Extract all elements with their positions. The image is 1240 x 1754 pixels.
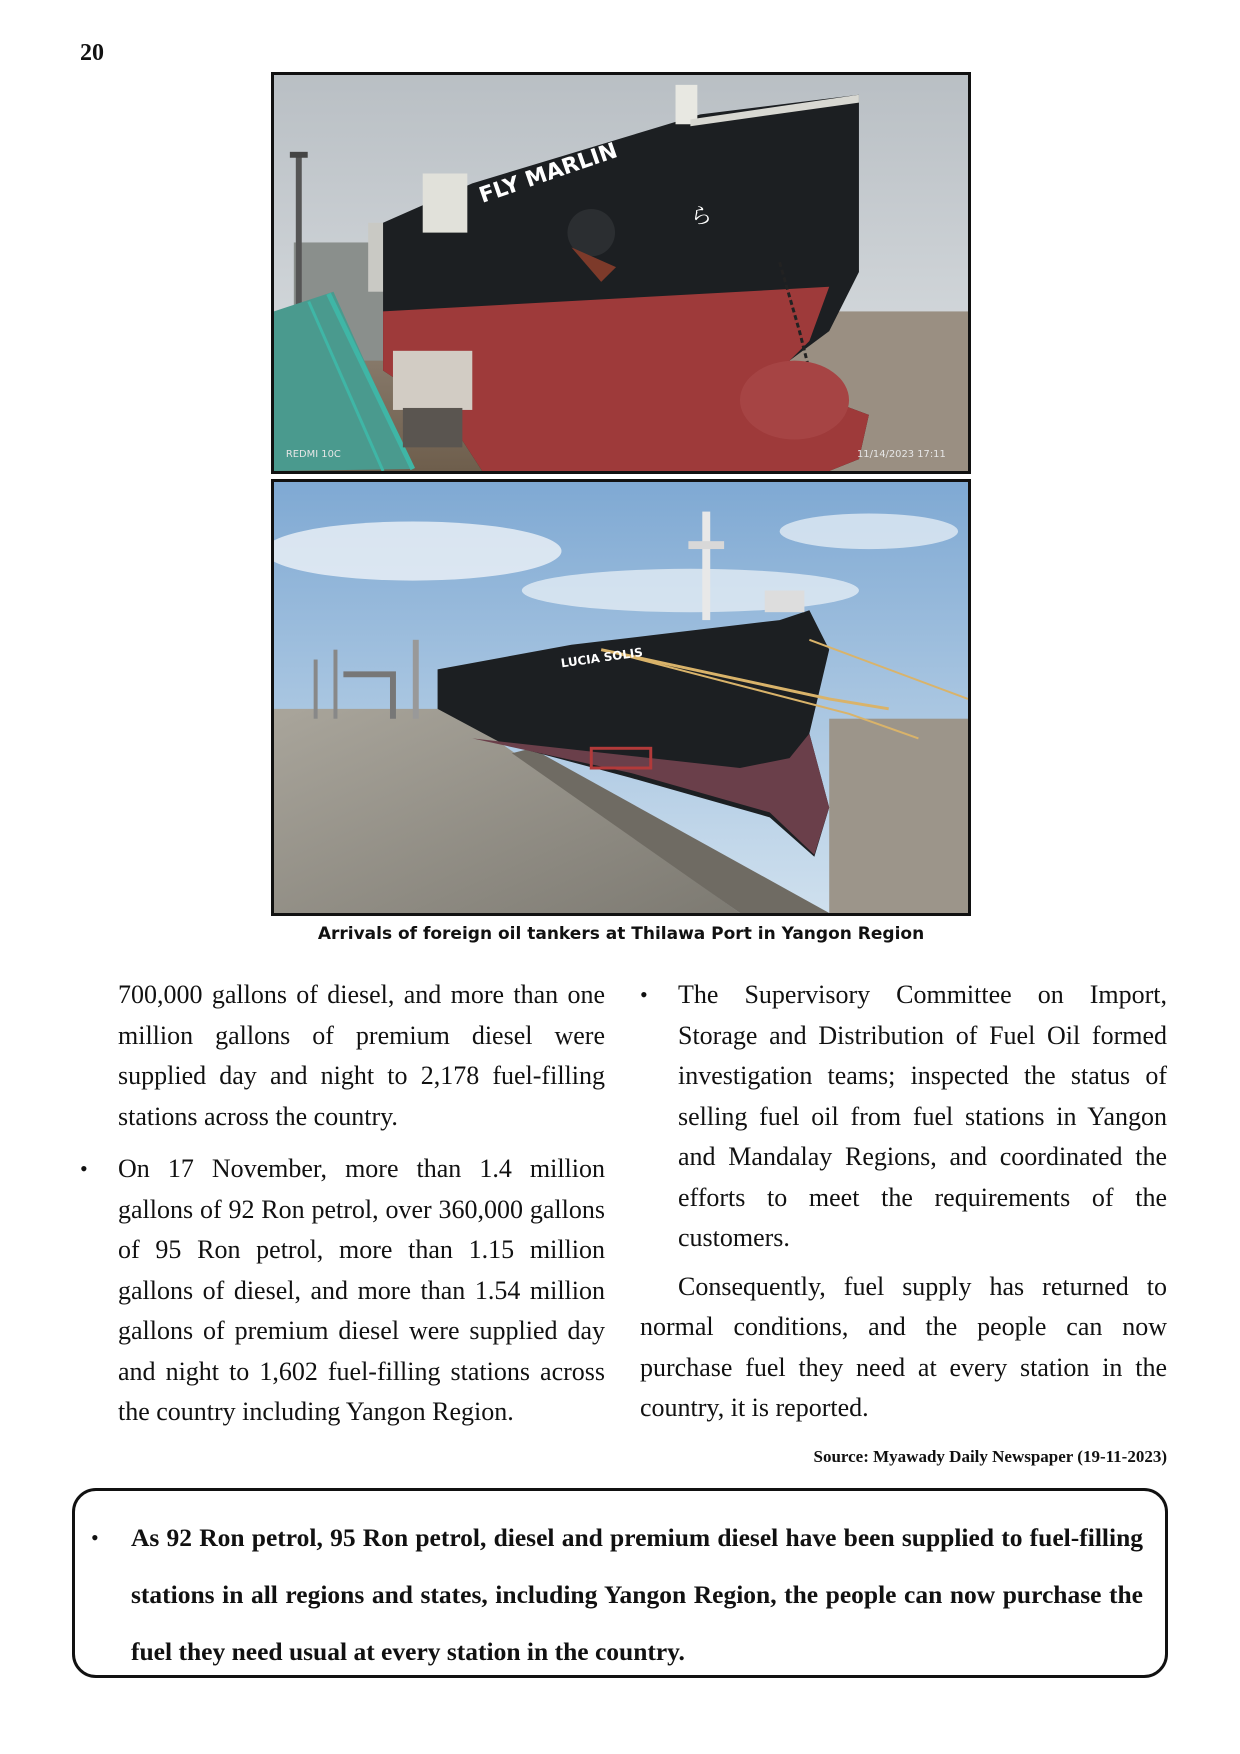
bullet-icon: • bbox=[640, 982, 648, 1007]
source-citation: Source: Myawady Daily Newspaper (19-11-2023) bbox=[813, 1447, 1167, 1466]
conclusion-paragraph: Consequently, fuel supply has returned to normal conditions, and the people can now purchase fuel they need at every station in the country, it is reported. bbox=[640, 1271, 1167, 1422]
bullet-icon: • bbox=[80, 1156, 88, 1181]
continued-paragraph: 700,000 gallons of diesel, and more than one million gallons of premium diesel were supplied day and night to 2,178 fuel-filling stations across the country. bbox=[118, 980, 605, 1131]
photo-lucia-solis bbox=[271, 479, 971, 916]
photo-caption: Arrivals of foreign oil tankers at Thilawa Port in Yangon Region bbox=[317, 924, 925, 944]
ship-name-lucia-solis: LUCIA SOLIS bbox=[559, 645, 644, 671]
tanker-photo-2 bbox=[274, 482, 968, 913]
summary-text: As 92 Ron petrol, 95 Ron petrol, diesel and premium diesel have been supplied to fuel-filling stations in all regions and states, including Yangon Region, the people can now purchase the fuel they need usual at every station in the country. bbox=[131, 1523, 1143, 1666]
summary-box bbox=[72, 1488, 1168, 1678]
camera-watermark: REDMI 10C bbox=[285, 449, 341, 461]
right-column bbox=[640, 975, 1167, 1429]
left-column bbox=[80, 975, 605, 1433]
tanker-photo-1 bbox=[274, 75, 968, 471]
bullet-text: On 17 November, more than 1.4 million gallons of 92 Ron petrol, over 360,000 gallons of 95 Ron petrol, more than 1.15 million gallons of diesel, and more than 1.54 million gallons of premium diesel were supplied day and night to 1,602 fuel-filling stations across the country including Yangon Region. bbox=[118, 1154, 605, 1426]
ship-name-fly-marlin: FLY MARLIN bbox=[475, 138, 621, 209]
photo-timestamp: 11/14/2023 17:11 bbox=[856, 449, 946, 461]
bullet-item-17-november bbox=[80, 1149, 605, 1433]
photo-fly-marlin bbox=[271, 72, 971, 474]
bullet-text: The Supervisory Committee on Import, Storage and Distribution of Fuel Oil formed investigation teams; inspected the status of selling fuel oil from fuel stations in Yangon and Mandalay Regions, and coordinated the efforts to meet the requirements of the customers. bbox=[678, 980, 1167, 1252]
summary-bullet bbox=[91, 1509, 1143, 1680]
page-number: 20 bbox=[80, 40, 104, 66]
bullet-icon: • bbox=[91, 1525, 99, 1550]
bullet-item-supervisory-committee bbox=[640, 975, 1167, 1259]
hull-mark: ら bbox=[690, 203, 713, 229]
